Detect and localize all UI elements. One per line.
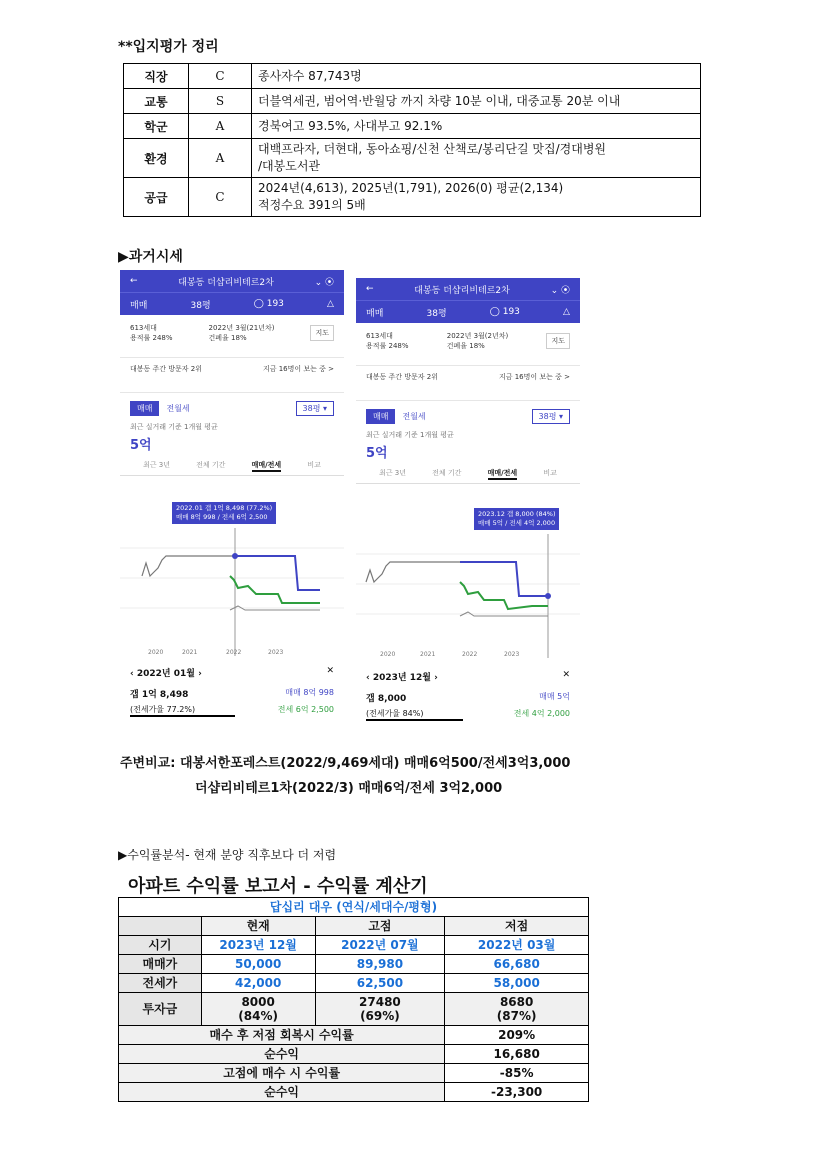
comment-icon: ◯ xyxy=(253,299,267,309)
tab-3y[interactable]: 최근 3년 xyxy=(379,469,407,477)
summary-value: 16,680 xyxy=(445,1045,589,1064)
trade-select[interactable]: 매매 xyxy=(130,300,148,311)
tab-all[interactable]: 전체 기간 xyxy=(196,461,226,469)
price-chart xyxy=(120,528,344,656)
cursor-dot xyxy=(232,553,238,559)
invest-ratio: (84%) xyxy=(238,1009,278,1023)
comment-count: 193 xyxy=(502,307,520,317)
desc-line: /대봉도서관 xyxy=(258,159,321,173)
returns-title: 아파트 수익률 보고서 - 수익률 계산기 xyxy=(128,876,428,897)
tab-3y[interactable]: 최근 3년 xyxy=(143,461,171,469)
households: 613세대 xyxy=(130,324,157,332)
cell: 58,000 xyxy=(445,974,589,993)
tooltip-line: 매매 8억 998 / 전세 6억 2,500 xyxy=(176,513,268,521)
info-row xyxy=(356,323,580,355)
gap-value: 갭 8,000 xyxy=(366,694,407,704)
map-button[interactable]: 지도 xyxy=(310,325,334,341)
history-title: ▶과거시세 xyxy=(118,249,183,265)
viewers-link[interactable]: 지금 16명이 보는 중 > xyxy=(498,373,570,381)
col-header: 저점 xyxy=(445,917,589,936)
cell: 62,500 xyxy=(315,974,445,993)
close-icon[interactable]: ✕ xyxy=(562,670,570,680)
info-row xyxy=(120,315,344,347)
avg-label: 최근 실거래 기준 1개월 평균 xyxy=(366,431,454,439)
rent-value: 6억 2,500 xyxy=(295,705,334,714)
filter-bar xyxy=(356,300,580,323)
app-header xyxy=(120,270,344,292)
cursor-dot xyxy=(545,593,551,599)
tab-trade-rent[interactable]: 매매/전세 xyxy=(252,460,282,472)
comments[interactable] xyxy=(490,307,520,317)
tab-compare[interactable]: 비교 xyxy=(307,461,321,469)
row-grade: S xyxy=(189,89,252,114)
app-header xyxy=(356,278,580,300)
row-label: 전세가 xyxy=(119,974,202,993)
cell: 2023년 12월 xyxy=(201,936,315,955)
cell: 42,000 xyxy=(201,974,315,993)
row-key: 직장 xyxy=(124,64,189,89)
compare-line-2: 더샵리비테르1차(2022/3) 매매6억/전세 3억2,000 xyxy=(195,781,503,796)
invest-amount: 27480 xyxy=(359,995,401,1009)
viewers-link[interactable]: 지금 16명이 보는 중 > xyxy=(262,365,334,373)
returns-table xyxy=(118,897,589,1102)
apt-name: 대봉동 더샵리비테르2차 xyxy=(414,285,510,296)
location-title: **입지평가 정리 xyxy=(118,39,219,55)
filter-bar xyxy=(120,292,344,315)
coverage: 건폐율 18% xyxy=(208,334,247,342)
tab-row xyxy=(120,392,344,420)
apt-name: 대봉동 더샵리비테르2차 xyxy=(178,277,274,288)
table-row xyxy=(119,1045,589,1064)
rent-value: 4억 2,000 xyxy=(531,709,570,718)
tab-rent[interactable]: 전월세 xyxy=(402,412,426,421)
table-row xyxy=(124,64,701,89)
sale-value: 8억 998 xyxy=(303,688,334,697)
map-button[interactable]: 지도 xyxy=(546,333,570,349)
summary-value: -85% xyxy=(445,1064,589,1083)
size-select[interactable]: 38평 xyxy=(190,300,211,311)
row-desc xyxy=(252,178,701,217)
cell: 2022년 07월 xyxy=(315,936,445,955)
invest-amount: 8000 xyxy=(241,995,275,1009)
tooltip-line: 2022.01 갭 1억 8,498 (77.2%) xyxy=(176,504,273,512)
summary-label: 순수익 xyxy=(119,1045,445,1064)
row-grade: C xyxy=(189,178,252,217)
series-line-gray xyxy=(142,556,235,576)
tab-compare[interactable]: 비교 xyxy=(543,469,557,477)
col-header: 현재 xyxy=(201,917,315,936)
summary-label: 고점에 매수 시 수익률 xyxy=(119,1064,445,1083)
comment-icon: ◯ xyxy=(489,307,503,317)
gap-value: 갭 1억 8,498 xyxy=(130,690,189,700)
table-row xyxy=(119,993,589,1026)
chart-tooltip xyxy=(474,508,559,530)
sale-label: 매매 xyxy=(539,692,555,701)
table-row xyxy=(124,114,701,139)
table-row xyxy=(119,1083,589,1102)
size-select[interactable]: 38평 xyxy=(426,308,447,319)
rent-label: 전세 xyxy=(277,705,294,714)
comments[interactable] xyxy=(254,299,284,309)
table-row xyxy=(119,1026,589,1045)
x-tick: 2022 xyxy=(226,649,242,656)
cell: 50,000 xyxy=(201,955,315,974)
trade-select[interactable]: 매매 xyxy=(366,308,384,319)
cell: 89,980 xyxy=(315,955,445,974)
invest-amount: 8680 xyxy=(499,995,534,1009)
summary-label: 순수익 xyxy=(119,1083,445,1102)
tab-row xyxy=(356,400,580,428)
x-tick: 2020 xyxy=(148,649,164,656)
row-key: 환경 xyxy=(124,139,189,178)
row-grade: A xyxy=(189,114,252,139)
series-line-sale xyxy=(460,562,548,596)
location-table xyxy=(123,63,701,217)
empty-cell xyxy=(119,917,202,936)
avg-value: 5억 xyxy=(130,438,152,453)
table-row xyxy=(119,974,589,993)
prev-icon[interactable]: ‹ xyxy=(130,669,137,679)
row-grade: A xyxy=(189,139,252,178)
detail-panel xyxy=(130,666,334,717)
bell-icon[interactable]: △ xyxy=(327,299,334,309)
comment-count: 193 xyxy=(266,299,284,309)
tab-trade-rent[interactable]: 매매/전세 xyxy=(488,468,518,480)
tooltip-line: 매매 5억 / 전세 4억 2,000 xyxy=(478,519,556,527)
households: 613세대 xyxy=(366,332,393,340)
visitor-rank: 대봉동 주간 방문자 2위 xyxy=(130,365,202,373)
floor-ratio: 용적률 248% xyxy=(130,334,173,342)
size-dropdown[interactable]: 38평 ▾ xyxy=(296,401,334,416)
summary-value: 209% xyxy=(445,1026,589,1045)
back-arrow-icon[interactable]: ← xyxy=(130,276,138,286)
x-tick: 2020 xyxy=(380,651,396,658)
compare-line-1: 주변비교: 대봉서한포레스트(2022/9,469세대) 매매6억500/전세3억3,000 xyxy=(120,756,571,771)
summary-label: 매수 후 저점 회복시 수익률 xyxy=(119,1026,445,1045)
visitor-rank: 대봉동 주간 방문자 2위 xyxy=(366,373,438,381)
back-arrow-icon[interactable]: ← xyxy=(366,284,374,294)
close-icon[interactable]: ✕ xyxy=(326,666,334,676)
tab-trade[interactable]: 매매 xyxy=(366,409,395,424)
row-label: 시기 xyxy=(119,936,202,955)
row-grade: C xyxy=(189,64,252,89)
apt-header: 답십리 대우 (연식/세대수/평형) xyxy=(119,898,589,917)
tab-all[interactable]: 전체 기간 xyxy=(432,469,462,477)
avg-label: 최근 실거래 기준 1개월 평균 xyxy=(130,423,218,431)
series-line-sale xyxy=(235,556,320,590)
visitor-row xyxy=(356,365,580,386)
invest-ratio: (69%) xyxy=(360,1009,400,1023)
table-row xyxy=(124,139,701,178)
x-tick: 2023 xyxy=(504,651,520,658)
detail-month: 2022년 01월 xyxy=(136,669,195,679)
tooltip-line: 2023.12 갭 8,000 (84%) xyxy=(478,510,556,518)
table-row xyxy=(119,898,589,917)
desc-line: 2024년(4,613), 2025년(1,791), 2026(0) 평균(2,134) xyxy=(258,181,564,195)
location-pin-icon[interactable]: ⌄ ⦿ xyxy=(314,277,334,288)
period-tabs xyxy=(120,457,344,476)
col-header: 고점 xyxy=(315,917,445,936)
built-date: 2022년 3월(21년차) xyxy=(208,324,275,332)
table-row xyxy=(119,936,589,955)
period-tabs xyxy=(356,465,580,484)
size-dropdown[interactable]: 38평 ▾ xyxy=(532,409,570,424)
avg-value: 5억 xyxy=(366,446,388,461)
detail-panel xyxy=(366,670,570,721)
x-tick: 2023 xyxy=(268,649,284,656)
row-desc: 종사자수 87,743명 xyxy=(252,64,701,89)
rent-label: 전세 xyxy=(513,709,530,718)
tab-rent[interactable]: 전월세 xyxy=(166,404,190,413)
coverage: 건폐율 18% xyxy=(446,342,485,350)
x-tick: 2021 xyxy=(182,649,198,656)
desc-line: 대백프라자, 더현대, 동아쇼핑/신천 산책로/봉리단길 맛집/경대병원 xyxy=(258,142,607,156)
location-pin-icon[interactable]: ⌄ ⦿ xyxy=(550,285,570,296)
series-line-gray xyxy=(366,562,460,582)
row-desc: 더블역세권, 범어역·반월당 까지 차량 10분 이내, 대중교통 20분 이내 xyxy=(252,89,701,114)
phone-screenshot-2 xyxy=(356,278,580,722)
table-row xyxy=(119,955,589,974)
row-label: 투자금 xyxy=(119,993,202,1026)
bell-icon[interactable]: △ xyxy=(563,307,570,317)
prev-icon[interactable]: ‹ xyxy=(366,673,373,683)
desc-line: 적정수요 391의 5배 xyxy=(258,198,366,212)
next-icon[interactable]: › xyxy=(194,669,202,679)
table-row xyxy=(124,178,701,217)
returns-section-title: ▶수익률분석- 현재 분양 직후보다 더 저렴 xyxy=(118,848,337,862)
x-tick: 2022 xyxy=(462,651,478,658)
row-key: 교통 xyxy=(124,89,189,114)
visitor-row xyxy=(120,357,344,378)
table-row xyxy=(124,89,701,114)
table-row xyxy=(119,917,589,936)
row-desc: 경북여고 93.5%, 사대부고 92.1% xyxy=(252,114,701,139)
built-date: 2022년 3월(2년차) xyxy=(446,332,509,340)
row-key: 학군 xyxy=(124,114,189,139)
invest-ratio: (87%) xyxy=(496,1009,537,1023)
table-row xyxy=(119,1064,589,1083)
summary-value: -23,300 xyxy=(445,1083,589,1102)
chart-tooltip xyxy=(172,502,276,524)
sale-value: 5억 xyxy=(557,692,570,701)
detail-month: 2023년 12월 xyxy=(372,673,431,683)
phone-screenshot-1 xyxy=(120,270,344,722)
cell: 66,680 xyxy=(445,955,589,974)
floor-ratio: 용적률 248% xyxy=(366,342,409,350)
rent-rate: (전세가율 77.2%) xyxy=(130,704,235,717)
row-label: 매매가 xyxy=(119,955,202,974)
cell: 2022년 03월 xyxy=(445,936,589,955)
price-chart xyxy=(356,534,580,658)
row-key: 공급 xyxy=(124,178,189,217)
tab-trade[interactable]: 매매 xyxy=(130,401,159,416)
x-tick: 2021 xyxy=(420,651,436,658)
next-icon[interactable]: › xyxy=(430,673,438,683)
rent-rate: (전세가율 84%) xyxy=(366,708,463,721)
row-desc xyxy=(252,139,701,178)
sale-label: 매매 xyxy=(285,688,301,697)
